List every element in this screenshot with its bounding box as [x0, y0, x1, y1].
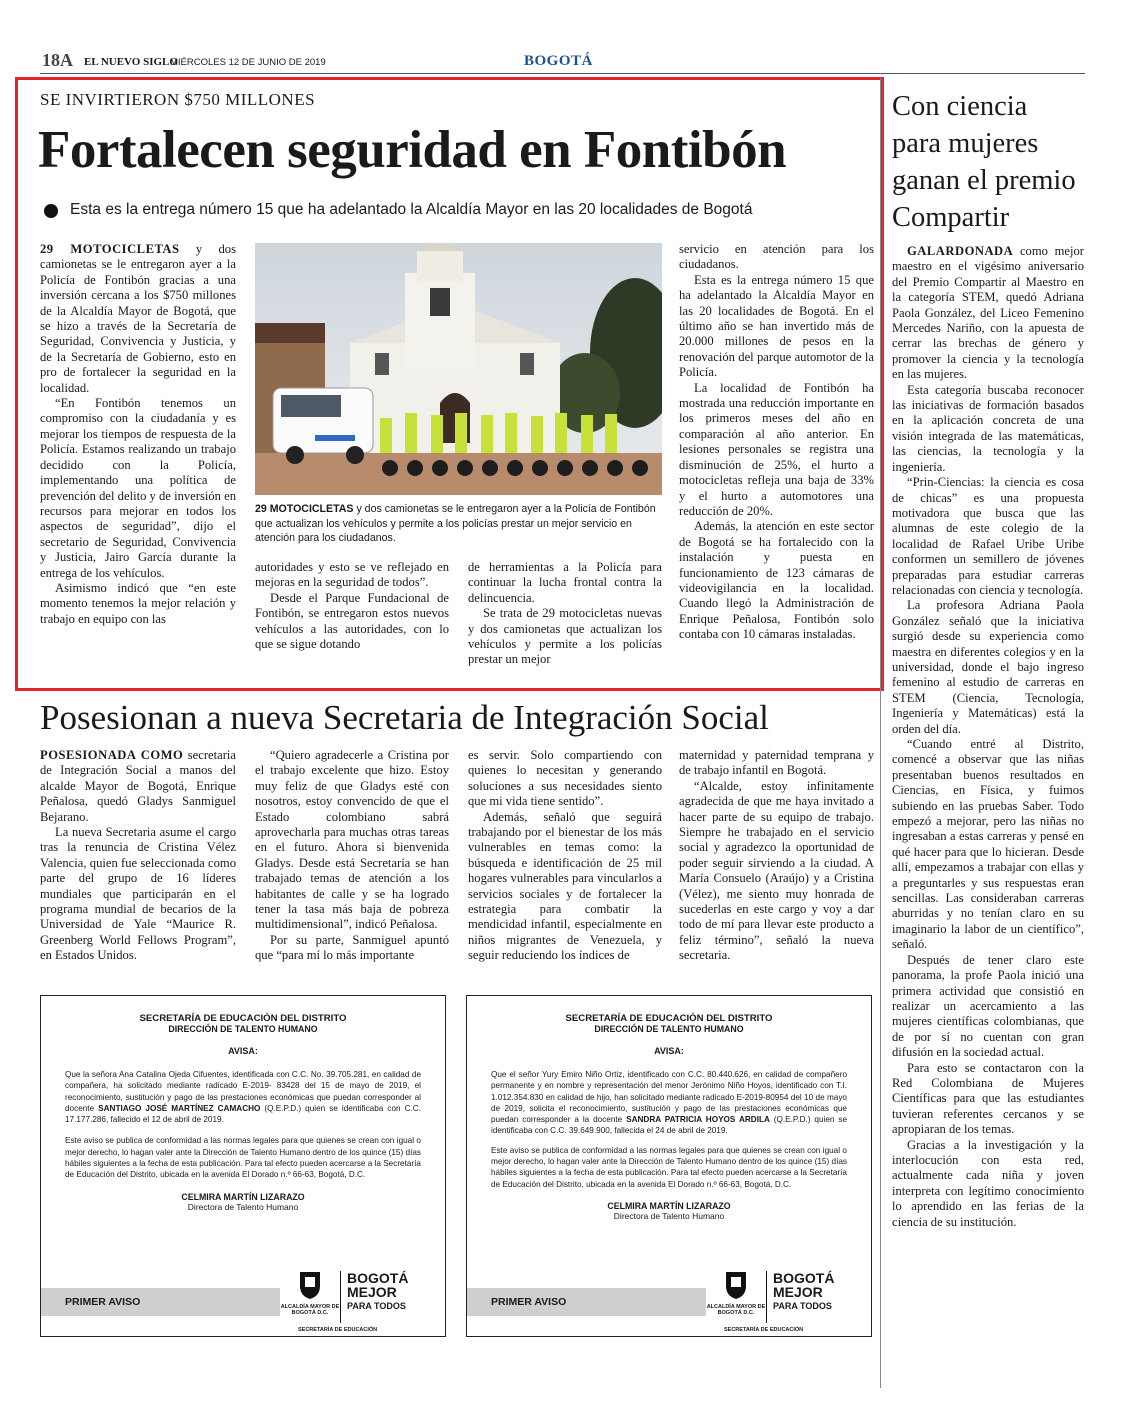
article1-col1-p2: “En Fontibón tenemos un compromiso con la ciudadanía y es mejorar los tiempos de respuesta de la Policía. Estamos realizando un trabajo decidido con la Policía, implementando una política de prevención del delito y de inversión en recursos para mejorar en todos los aspectos de seguridad”, dijo el secretario de Seguridad, Convivencia y Justicia, Jairo García durante la entrega de los vehículos.	[40, 396, 236, 580]
aviso1-p1: Que la señora Ana Catalina Ojeda Cifuentes, identificada con C.C. No. 39.705.281, en calidad de compañera, ha solicitado mediante radicado E-2019- 83428 del 15 de mayo de 2019, el reconocimiento, sustitución y pago de las prestaciones económicas que puedan corresponder al docente SANTIAGO JOSÉ MARTÍNEZ CAMACHO (Q.E.P.D.) quien se identificaba con C.C. 17.177.286, fallecido el 12 de abril de 2019.	[65, 1070, 421, 1125]
sidebar-p2: Esta categoría buscaba reconocer las iniciativas de formación basados en la aplicación concreta de una visión integrada de las matemáticas, las ciencias, la tecnología y la ingeniería.	[892, 382, 1084, 474]
article1-col1-p1: y dos camionetas se le entregaron ayer a la Policía de Fontibón gracias a una inversión cercana a los $750 millones de la Alcaldía Mayor de Bogotá, que se hizo a través de la Secretaría de Seguridad, Convivencia y Justicia, y de la Secretaría de Gobierno, esto en pro de fortalecer la seguridad en la localidad.	[40, 242, 236, 395]
sidebar-p5: “Cuando entré al Distrito, comencé a observar que las niñas presentaban buenos resultados en Ciencias, en Física, y fuimos subiendo en las pruebas Saber. Todo empezó a mejorar, pero las niñas no ingresaban a estas carreras y pensé en qué hacer para que lo hicieran. Desde allí, empezamos a trabajar con ellas y a preguntarles y sus respuestas eran sencillas. Las consideraban carreras aburridas y no tenían claro en su imaginario la labor de un científico”, señaló.	[892, 737, 1084, 952]
article1-lead: 29 MOTOCICLETAS	[40, 242, 180, 256]
article1-photo	[255, 243, 662, 495]
article2-col3	[468, 748, 662, 964]
newspaper-name: EL NUEVO SIGLO	[84, 56, 178, 68]
article2-col4-p1: maternidad y paternidad temprana y de trabajo infantil en Bogotá.	[679, 748, 874, 778]
photo-caption	[255, 502, 665, 546]
aviso2-p2: Este aviso se publica de conformidad a las normas legales para que quienes se crean con igual o mejor derecho, lo hagan valer ante la Dirección de Talento Humano dentro de los quince (15) días hábiles siguientes a la fecha de esta publicación. Para tal efecto pueden acercarse a la Secretaría de Educación del Distrito, ubicada en la avenida El Dorado n.º 66-63, Bogotá, D.C.	[491, 1145, 847, 1189]
aviso2-avisa: AVISA:	[654, 1046, 684, 1056]
bullet-dot	[44, 204, 58, 218]
article2-col3-p2: Además, señaló que seguirá trabajando por el bienestar de los más vulnerables en temas como: la búsqueda e identificación de 25 mil hogares vulnerables para vincularlos a servicios sociales y de fortalecer la estrategia para combatir la mendicidad infantil, especialmente en niños migrantes de Venezuela, y seguir reduciendo los índices de	[468, 809, 662, 963]
sidebar-divider	[880, 78, 881, 1388]
aviso1-badge: PRIMER AVISO	[41, 1288, 280, 1316]
alcaldia-logo-1: ALCALDÍA MAYOR DE BOGOTÁ D.C.	[280, 1270, 340, 1330]
article1-col4-p1: servicio en atención para los ciudadanos.	[679, 242, 874, 272]
aviso1-p2: Este aviso se publica de conformidad a las normas legales para que quienes se crean con igual o mejor derecho, lo hagan valer ante la Dirección de Talento Humano dentro de los quince (15) días hábiles siguientes a la fecha de esta publicación. Para tal efecto pueden acercarse a la Secretaría de Educación del Distrito, ubicada en la avenida El Dorado n.º 66-63, Bogotá, D.C.	[65, 1136, 421, 1180]
article1-headline: Fortalecen seguridad en Fontibón	[38, 121, 787, 179]
aviso1-avisa: AVISA:	[228, 1046, 258, 1056]
article1-col4	[679, 242, 874, 643]
article1-col1-p3: Asimismo indicó que “en este momento tenemos la mejor relación y trabajo en equipo con las	[40, 580, 236, 626]
aviso2-org: SECRETARÍA DE EDUCACIÓN DEL DISTRITO	[565, 1013, 773, 1024]
article1-col2-p1: autoridades y esto se ve reflejado en mejoras en la seguridad de todos”.	[255, 560, 449, 590]
aviso1-signer: CELMIRA MARTÍN LIZARAZO	[181, 1191, 305, 1202]
coat-of-arms-icon	[297, 1270, 323, 1300]
article1-col2-p2: Desde el Parque Fundacional de Fontibón, se entregaron estos nuevos vehículos a las autoridades, con lo que se sigue dotando	[255, 590, 449, 652]
photo-caption-lead: 29 MOTOCICLETAS	[255, 503, 354, 515]
article2-col3-p1: es servir. Solo compartiendo con quienes lo necesitan y generando soluciones a sus necesidades siento que mi vida tiene sentido”.	[468, 748, 662, 809]
article2-headline: Posesionan a nueva Secretaria de Integración Social	[40, 698, 769, 737]
issue-date: MIÉRCOLES 12 DE JUNIO DE 2019	[170, 57, 326, 68]
sidebar-p6: Después de tener claro este panorama, la profe Paola inició una primera actividad que consistió en realizar un acercamiento a las mujeres científicas colombianas, que de por sí no cuentan con gran difusión en la sociedad actual.	[892, 952, 1084, 1060]
article2-col2-p2: Por su parte, Sanmiguel apuntó que “para mí lo más importante	[255, 932, 449, 963]
article2-col1-p2: La nueva Secretaria asume el cargo tras la renuncia de Cristina Vélez Valencia, quien fue seleccionada como parte del grupo de 16 líderes mundiales que participarán en el programa mundial de becarios de la Universidad de Yale “Maurice R. Greenberg World Fellows Program”, en Estados Unidos.	[40, 825, 236, 963]
article2-col4-p2: “Alcalde, estoy infinitamente agradecida de que me haya invitado a hacer parte de su equipo de trabajo. Siempre he trabajado en el servicio social y agradezco la oportunidad de poder seguir sirviendo a la ciudad. A María Consuelo (Araújo) y a Cristina (Vélez), me siento muy honrada de sucederlas en este cargo y voy a dar todo de mí para llevar este producto a feliz término”, señaló la nueva secretaria.	[679, 778, 874, 963]
aviso2-signer-title: Directora de Talento Humano	[613, 1210, 725, 1221]
secretaria-label-1: SECRETARÍA DE EDUCACIÓN	[298, 1327, 378, 1333]
sidebar-p8: Gracias a la investigación y la interlocución con esta red, actualmente cada niña y joven interpreta con legítimo conocimiento lo aprendido en las ferias de la ciencia de su institución.	[892, 1137, 1084, 1229]
aviso1-signer-title: Directora de Talento Humano	[187, 1201, 299, 1212]
section-label: BOGOTÁ	[524, 53, 593, 69]
alcaldia-logo-2: ALCALDÍA MAYOR DE BOGOTÁ D.C.	[706, 1270, 766, 1330]
article2-col1	[40, 748, 236, 964]
sidebar-body	[892, 244, 1084, 1230]
sidebar-p7: Para esto se contactaron con la Red Colombiana de Mujeres Científicas para que las estudiantes tuvieran referentes cercanos y se apropiaran de los temas.	[892, 1060, 1084, 1137]
article2-col2-p1: “Quiero agradecerle a Cristina por el trabajo excelente que hizo. Estoy muy feliz de que Gladys esté con nosotros, estoy convencido de que el Estado colombiano sabrá aprovecharla para muchas otras tareas en el futuro. Ahora si bienvenida Gladys. Desde está Secretaría se han trabajado temas de atención a los habitantes de calle y se ha logrado tener la tasa más baja de pobreza multidimensional”, indicó Peñalosa.	[255, 748, 449, 932]
aviso2-badge: PRIMER AVISO	[467, 1288, 706, 1316]
article1-col3-p2: Se trata de 29 motocicletas nuevas y dos camionetas que actualizan los vehículos y permite a los policías prestar un mejor	[468, 606, 662, 667]
coat-of-arms-icon	[723, 1270, 749, 1300]
aviso2-signer: CELMIRA MARTÍN LIZARAZO	[607, 1200, 731, 1211]
bogota-mejor-logo-1: BOGOTÁ MEJOR PARA TODOS	[340, 1271, 437, 1323]
page-number: 18A	[42, 50, 73, 70]
sidebar-lead: GALARDONADA	[907, 244, 1014, 258]
secretaria-label-2: SECRETARÍA DE EDUCACIÓN	[724, 1327, 804, 1333]
article2-lead: POSESIONADA COMO	[40, 748, 184, 762]
article1-subhead: Esta es la entrega número 15 que ha adelantado la Alcaldía Mayor en las 20 localidades de Bogotá	[70, 201, 753, 218]
church-motorcycles-photo	[255, 243, 662, 495]
article1-col4-p3: La localidad de Fontibón ha mostrada una reducción importante en los primeros meses del año en comparación al año anterior. En lesiones personales se registra una disminución de 25%, el hurto a motocicletas refleja una baja de 33% y el hurto a automotores una reducción de 20%.	[679, 380, 874, 518]
sidebar-p4: La profesora Adriana Paola González señaló que la iniciativa surgió desde su experiencia como maestra en diferentes colegios y en la universidad, donde el bajo ingreso femenino al estudio de carreras en STEM (Ciencia, Tecnología, Ingeniería y Matemáticas) está la orden del día.	[892, 598, 1084, 736]
article1-col4-p4: Además, la atención en este sector de Bogotá se ha fortalecido con la instalación y puesta en funcionamiento de 123 cámaras de videovigilancia en la localidad. Cuando llegó la Administración de Enrique Peñalosa, Fontibón solo contaba con 10 cámaras instaladas.	[679, 519, 874, 642]
article2-col1-p1: secretaria de Integración Social a manos del alcalde Mayor de Bogotá, Enrique Peñalosa, quedó Gladys Sanmiguel Bejarano.	[40, 748, 237, 824]
aviso1-org: SECRETARÍA DE EDUCACIÓN DEL DISTRITO	[139, 1013, 347, 1024]
article1-col4-p2: Esta es la entrega número 15 que ha adelantado la Alcaldía Mayor en las 20 localidades de Bogotá. En el último año se han invertido más de 20.000 millones de pesos en la renovación del parque automotor de la Policía.	[679, 272, 874, 380]
aviso2-p1: Que el señor Yury Emiro Niño Ortiz, identificado con C.C. 80.440.626, en calidad de compañero permanente y en nombre y representación del menor Jerónimo Niño Hoyos, identificado con T.I. 1.012.354.830 en calidad de hijo, han solicitado mediante radicado E-2019-80954 del 10 de mayo de 2019, solicita el reconocimiento, sustitución y pago de las prestaciones económicas que puedan corresponder a la docente SANDRA PATRICIA HOYOS ARDILA (Q.E.P.D.) quien se identificaba con C.C. 39.649.900, fallecida el 24 de abril de 2019.	[491, 1070, 847, 1136]
sidebar-p1: como mejor maestro en el vigésimo aniversario del Premio Compartir al Maestro en la categoría STEM, quedó Adriana Paola González, del Liceo Femenino Mercedes Nariño, con la apuesta de cerrar las brechas de género y promover la ciencia y la tecnología en las mujeres.	[892, 244, 1084, 382]
aviso2-dept: DIRECCIÓN DE TALENTO HUMANO	[594, 1024, 744, 1034]
article1-kicker: SE INVIRTIERON $750 MILLONES	[40, 90, 316, 109]
article1-col2	[255, 560, 449, 652]
article1-col3	[468, 560, 662, 668]
article2-col4	[679, 748, 874, 964]
sidebar-p3: “Prin-Ciencias: la ciencia es cosa de chicas” es una propuesta motivadora que busca que las alumnas de este colegio de la localidad de Rafael Uribe Uribe conformen un semillero de jóvenes preparadas para estudiar carreras relacionadas con ciencia y tecnología.	[892, 475, 1084, 597]
bogota-mejor-logo-2: BOGOTÁ MEJOR PARA TODOS	[766, 1271, 863, 1323]
aviso1-dept: DIRECCIÓN DE TALENTO HUMANO	[168, 1024, 318, 1034]
article1-col1	[40, 242, 236, 627]
photo-caption-text: y dos camionetas se le entregaron ayer a la Policía de Fontibón que actualizan los vehículos y permite a los policías prestar un mejor servicio en atención para los ciudadanos.	[255, 503, 656, 544]
article2-col2	[255, 748, 449, 964]
sidebar-headline: Con ciencia para mujeres ganan el premio Compartir	[892, 91, 1076, 233]
header-rule	[40, 73, 1085, 74]
article1-col3-p1: de herramientas a la Policía para continuar la lucha frontal contra la delincuencia.	[468, 560, 662, 605]
